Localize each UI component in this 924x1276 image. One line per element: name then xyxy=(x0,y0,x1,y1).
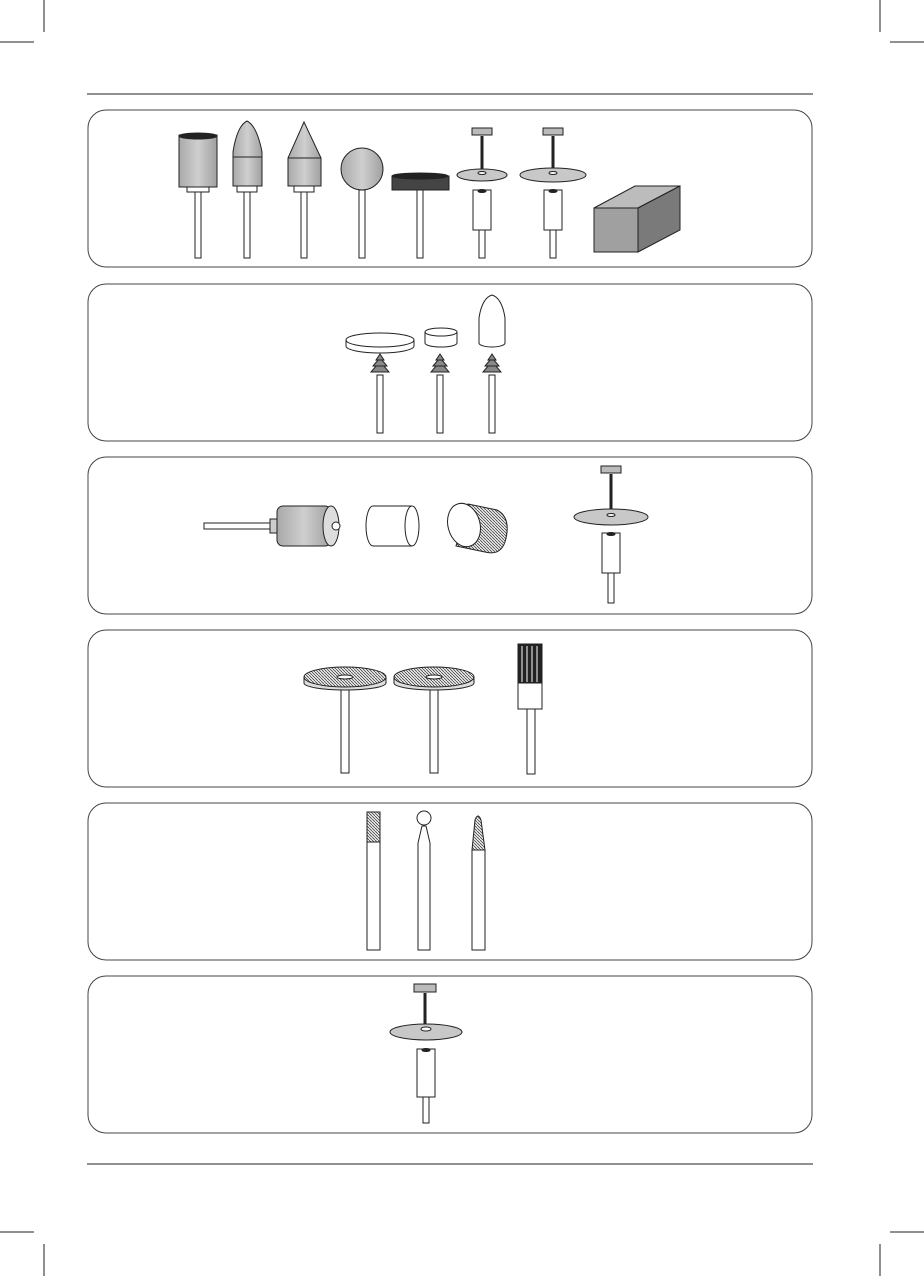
cut-off-disc-mandrel-icon xyxy=(574,466,648,603)
engraving-bits-panel xyxy=(88,803,812,960)
tapered-engraving-bit-icon xyxy=(472,816,485,950)
felt-disc-icon xyxy=(346,333,414,353)
felt-cone-icon xyxy=(479,295,505,347)
cylinder-grinding-stone-icon xyxy=(179,133,217,258)
sanding-drum-mandrel-icon xyxy=(204,506,340,546)
felt-cylinder-icon xyxy=(425,328,457,347)
dressing-stone-block-icon xyxy=(594,186,680,252)
cut-off-wheel-with-mandrel-icon xyxy=(390,984,462,1123)
wire-wheel-brush-icon xyxy=(304,667,386,773)
ball-engraving-bit-icon xyxy=(417,811,431,950)
cone-grinding-stone-icon xyxy=(233,121,262,258)
sanding-band-icon xyxy=(366,506,419,546)
wire-end-brush-icon xyxy=(518,644,542,774)
pointed-grinding-stone-icon xyxy=(288,122,321,258)
large-cutting-disc-with-mandrel-icon xyxy=(520,128,586,258)
sanding-band-coarse-icon xyxy=(443,500,507,553)
wire-wheel-brush-icon xyxy=(394,667,474,773)
grinding-and-felt-accessories-panel xyxy=(88,110,812,267)
felt-polishing-panel xyxy=(88,284,812,441)
ball-grinding-stone-icon xyxy=(341,148,383,258)
screw-mandrel-icon xyxy=(371,354,501,433)
straight-engraving-bit-icon xyxy=(367,812,380,950)
sanding-drum-panel xyxy=(88,457,812,614)
disc-grinding-stone-icon xyxy=(392,173,449,258)
cut-off-wheel-panel xyxy=(88,976,812,1133)
small-cutting-disc-with-mandrel-icon xyxy=(457,128,507,258)
wire-brush-panel xyxy=(88,630,812,787)
